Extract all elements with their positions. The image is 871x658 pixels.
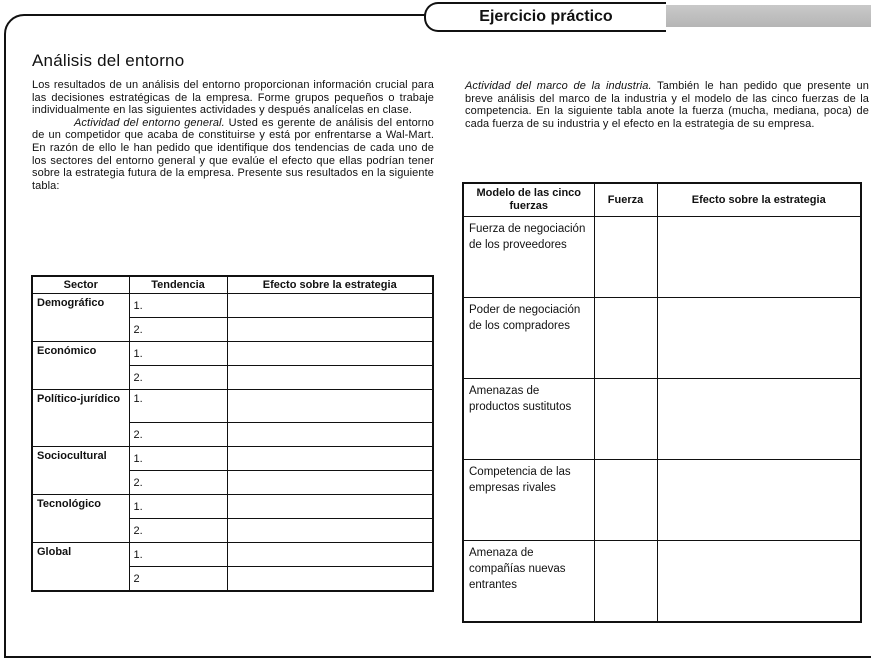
force-name: Amenaza de compañías nuevas entrantes	[463, 541, 594, 623]
effect-cell-1[interactable]	[227, 543, 433, 567]
sector-row	[32, 390, 433, 423]
trend-cell-1[interactable]: 1.	[129, 495, 227, 519]
sector-header: Sector	[32, 276, 129, 294]
intro-text: Los resultados de un análisis del entorno proporcionan información crucial para las decisiones estratégicas de la empresa. Forme grupos pequeños o trabaje individualmente en las siguientes actividades y después analícelas en clase.	[32, 79, 434, 117]
force-strength-cell[interactable]	[594, 298, 657, 379]
force-effect-cell[interactable]	[657, 217, 861, 298]
force-effect-cell[interactable]	[657, 460, 861, 541]
effect-cell-2[interactable]	[227, 423, 433, 447]
left-paragraph	[32, 79, 434, 192]
force-effect-cell[interactable]	[657, 379, 861, 460]
trend-cell-1[interactable]: 1.	[129, 294, 227, 318]
exercise-header: Ejercicio práctico	[424, 2, 666, 32]
effect-cell-1[interactable]	[227, 390, 433, 423]
sector-name: Económico	[32, 342, 129, 390]
force-strength-cell[interactable]	[594, 460, 657, 541]
trend-cell-2[interactable]: 2.	[129, 318, 227, 342]
trend-header: Tendencia	[129, 276, 227, 294]
forces-strength-header: Fuerza	[594, 183, 657, 217]
trend-cell-2[interactable]: 2.	[129, 471, 227, 495]
force-strength-cell[interactable]	[594, 379, 657, 460]
effect-cell-1[interactable]	[227, 447, 433, 471]
force-name: Amenazas de productos sustitutos	[463, 379, 594, 460]
trend-cell-2[interactable]: 2.	[129, 519, 227, 543]
force-row	[463, 379, 861, 460]
force-strength-cell[interactable]	[594, 541, 657, 623]
trend-cell-1[interactable]: 1.	[129, 447, 227, 471]
force-row	[463, 217, 861, 298]
force-name: Competencia de las empresas rivales	[463, 460, 594, 541]
sector-row	[32, 342, 433, 366]
sector-name: Global	[32, 543, 129, 592]
sector-name: Tecnológico	[32, 495, 129, 543]
effect-cell-2[interactable]	[227, 567, 433, 592]
effect-cell-2[interactable]	[227, 318, 433, 342]
effect-cell-2[interactable]	[227, 366, 433, 390]
force-row	[463, 460, 861, 541]
forces-model-header: Modelo de las cinco fuerzas	[463, 183, 594, 217]
effect-header: Efecto sobre la estrategia	[227, 276, 433, 294]
force-name: Poder de negociación de los compradores	[463, 298, 594, 379]
effect-cell-2[interactable]	[227, 519, 433, 543]
sector-name: Demográfico	[32, 294, 129, 342]
force-row	[463, 541, 861, 623]
force-row	[463, 298, 861, 379]
right-paragraph	[465, 80, 869, 130]
trend-cell-1[interactable]: 1.	[129, 390, 227, 423]
sector-row	[32, 294, 433, 318]
sector-row	[32, 447, 433, 471]
sector-name: Político-jurídico	[32, 390, 129, 447]
forces-effect-header: Efecto sobre la estrategia	[657, 183, 861, 217]
sector-row	[32, 543, 433, 567]
forces-table	[462, 182, 862, 623]
trend-cell-1[interactable]: 1.	[129, 543, 227, 567]
effect-cell-1[interactable]	[227, 294, 433, 318]
sector-row	[32, 495, 433, 519]
sector-table	[31, 275, 434, 592]
trend-cell-2[interactable]: 2	[129, 567, 227, 592]
general-activity-title: Actividad del entorno general.	[74, 116, 225, 129]
effect-cell-1[interactable]	[227, 342, 433, 366]
section-title: Análisis del entorno	[32, 51, 185, 70]
effect-cell-1[interactable]	[227, 495, 433, 519]
header-strip	[640, 5, 871, 27]
force-effect-cell[interactable]	[657, 541, 861, 623]
industry-activity-body: También le han pedido que presente un breve análisis del marco de la industria y el modelo de las cinco fuerzas de la competencia. En la siguiente tabla anote la fuerza (mucha, mediana, poca) de cada fuerza de su industria y el efecto en la estrategia de su empresa.	[465, 80, 869, 130]
effect-cell-2[interactable]	[227, 471, 433, 495]
sector-name: Sociocultural	[32, 447, 129, 495]
force-effect-cell[interactable]	[657, 298, 861, 379]
force-strength-cell[interactable]	[594, 217, 657, 298]
trend-cell-2[interactable]: 2.	[129, 366, 227, 390]
force-name: Fuerza de negociación de los proveedores	[463, 217, 594, 298]
trend-cell-2[interactable]: 2.	[129, 423, 227, 447]
general-activity-body: Usted es gerente de análisis del entorno de un competidor que acaba de constituirse y está por enfrentarse a Wal-Mart. En razón de ello le han pedido que identifique dos tendencias de cada uno de los sectores del entorno general y que evalúe el efecto que ellas podrían tener sobre la estrategia futura de la empresa. Presente sus resultados en la siguiente tabla:	[32, 116, 435, 192]
industry-activity-title: Actividad del marco de la industria.	[465, 80, 652, 92]
trend-cell-1[interactable]: 1.	[129, 342, 227, 366]
